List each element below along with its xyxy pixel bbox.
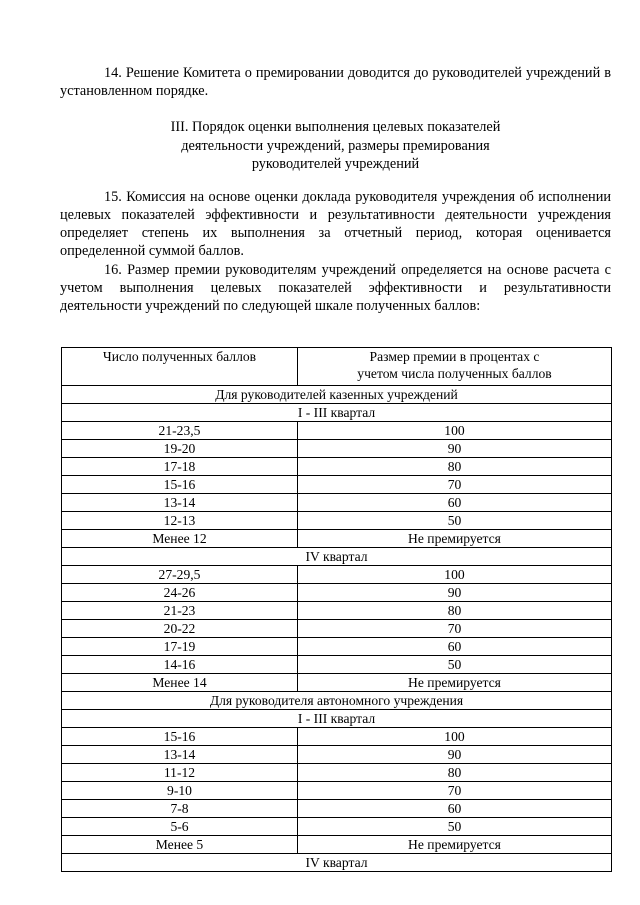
percent-cell: 60 [298,800,612,818]
table-row [62,656,612,674]
section-kazennye-title-cell: Для руководителей казенных учреждений [62,386,612,404]
percent-cell: 80 [298,458,612,476]
percent-cell: 70 [298,620,612,638]
percent-cell: 80 [298,764,612,782]
score-cell: 9-10 [62,782,298,800]
header-percent-line-2: учетом числа полученных баллов [357,365,552,381]
percent-cell: 100 [298,422,612,440]
score-cell: 17-18 [62,458,298,476]
table-row [62,800,612,818]
section-avtonomnye-q1-3 [62,710,612,728]
percent-cell: 100 [298,728,612,746]
score-cell: 21-23,5 [62,422,298,440]
score-cell: 15-16 [62,728,298,746]
header-percent-cell [298,348,612,386]
score-cell: Менее 5 [62,836,298,854]
table-row [62,494,612,512]
table-row [62,476,612,494]
percent-cell: 50 [298,512,612,530]
percent-cell: Не премируется [298,674,612,692]
section-avtonomnye-q4-cell: IV квартал [62,854,612,872]
table-row [62,422,612,440]
section-avtonomnye-title-cell: Для руководителя автономного учреждения [62,692,612,710]
percent-cell: Не премируется [298,836,612,854]
percent-cell: 60 [298,494,612,512]
percent-cell: 50 [298,656,612,674]
table-row [62,566,612,584]
table-row [62,728,612,746]
table-row [62,530,612,548]
section-kazennye-title [62,386,612,404]
percent-cell: 80 [298,602,612,620]
table-row [62,746,612,764]
percent-cell: 90 [298,440,612,458]
section-avtonomnye-q4 [62,854,612,872]
percent-cell: 70 [298,782,612,800]
section-heading-line-3: руководителей учреждений [251,156,420,172]
score-cell: 12-13 [62,512,298,530]
score-cell: 19-20 [62,440,298,458]
section-heading-line-1: III. Порядок оценки выполнения целевых показателей [170,119,501,135]
score-cell: 13-14 [62,494,298,512]
score-cell: 5-6 [62,818,298,836]
score-cell: Менее 14 [62,674,298,692]
score-cell: 11-12 [62,764,298,782]
score-cell: 27-29,5 [62,566,298,584]
table-row [62,818,612,836]
score-cell: 7-8 [62,800,298,818]
table-row [62,512,612,530]
section-kazennye-q4-cell: IV квартал [62,548,612,566]
section-kazennye-q1-3 [62,404,612,422]
table-row [62,620,612,638]
table-row [62,674,612,692]
table-row [62,458,612,476]
header-percent-line-1: Размер премии в процентах с [369,349,540,364]
score-cell: 15-16 [62,476,298,494]
paragraph-14: 14. Решение Комитета о премировании доводится до руководителей учреждений в установленном порядке. [60,65,611,99]
percent-cell: 90 [298,584,612,602]
score-cell: 14-16 [62,656,298,674]
table-row [62,782,612,800]
section-avtonomnye-q1-3-cell: I - III квартал [62,710,612,728]
table-row [62,764,612,782]
score-cell: 24-26 [62,584,298,602]
score-cell: 21-23 [62,602,298,620]
section-avtonomnye-title [62,692,612,710]
section-kazennye-q4 [62,548,612,566]
section-heading-line-2: деятельности учреждений, размеры премирования [181,137,490,154]
score-cell: 17-19 [62,638,298,656]
score-cell: 20-22 [62,620,298,638]
table-row [62,836,612,854]
percent-cell: Не премируется [298,530,612,548]
bonus-scale-table [61,347,612,872]
header-score-cell: Число полученных баллов [62,348,298,386]
table-row [62,440,612,458]
percent-cell: 100 [298,566,612,584]
score-cell: Менее 12 [62,530,298,548]
percent-cell: 60 [298,638,612,656]
table-row [62,584,612,602]
paragraph-16: 16. Размер премии руководителям учреждений определяется на основе расчета с учетом выполнения целевых показателей эффективности и результативности деятельности учреждений по следующей шкале полученных баллов: [60,262,611,314]
section-heading [60,118,611,174]
table-row [62,602,612,620]
percent-cell: 70 [298,476,612,494]
percent-cell: 90 [298,746,612,764]
percent-cell: 50 [298,818,612,836]
paragraph-15: 15. Комиссия на основе оценки доклада руководителя учреждения об исполнении целевых показателей эффективности и результативности деятельности учреждения определяет степень их выполнения за отчетный период, которая оценивается определенной суммой баллов. [60,189,611,259]
table-row [62,638,612,656]
section-kazennye-q1-3-cell: I - III квартал [62,404,612,422]
score-cell: 13-14 [62,746,298,764]
table-header-row [62,348,612,386]
